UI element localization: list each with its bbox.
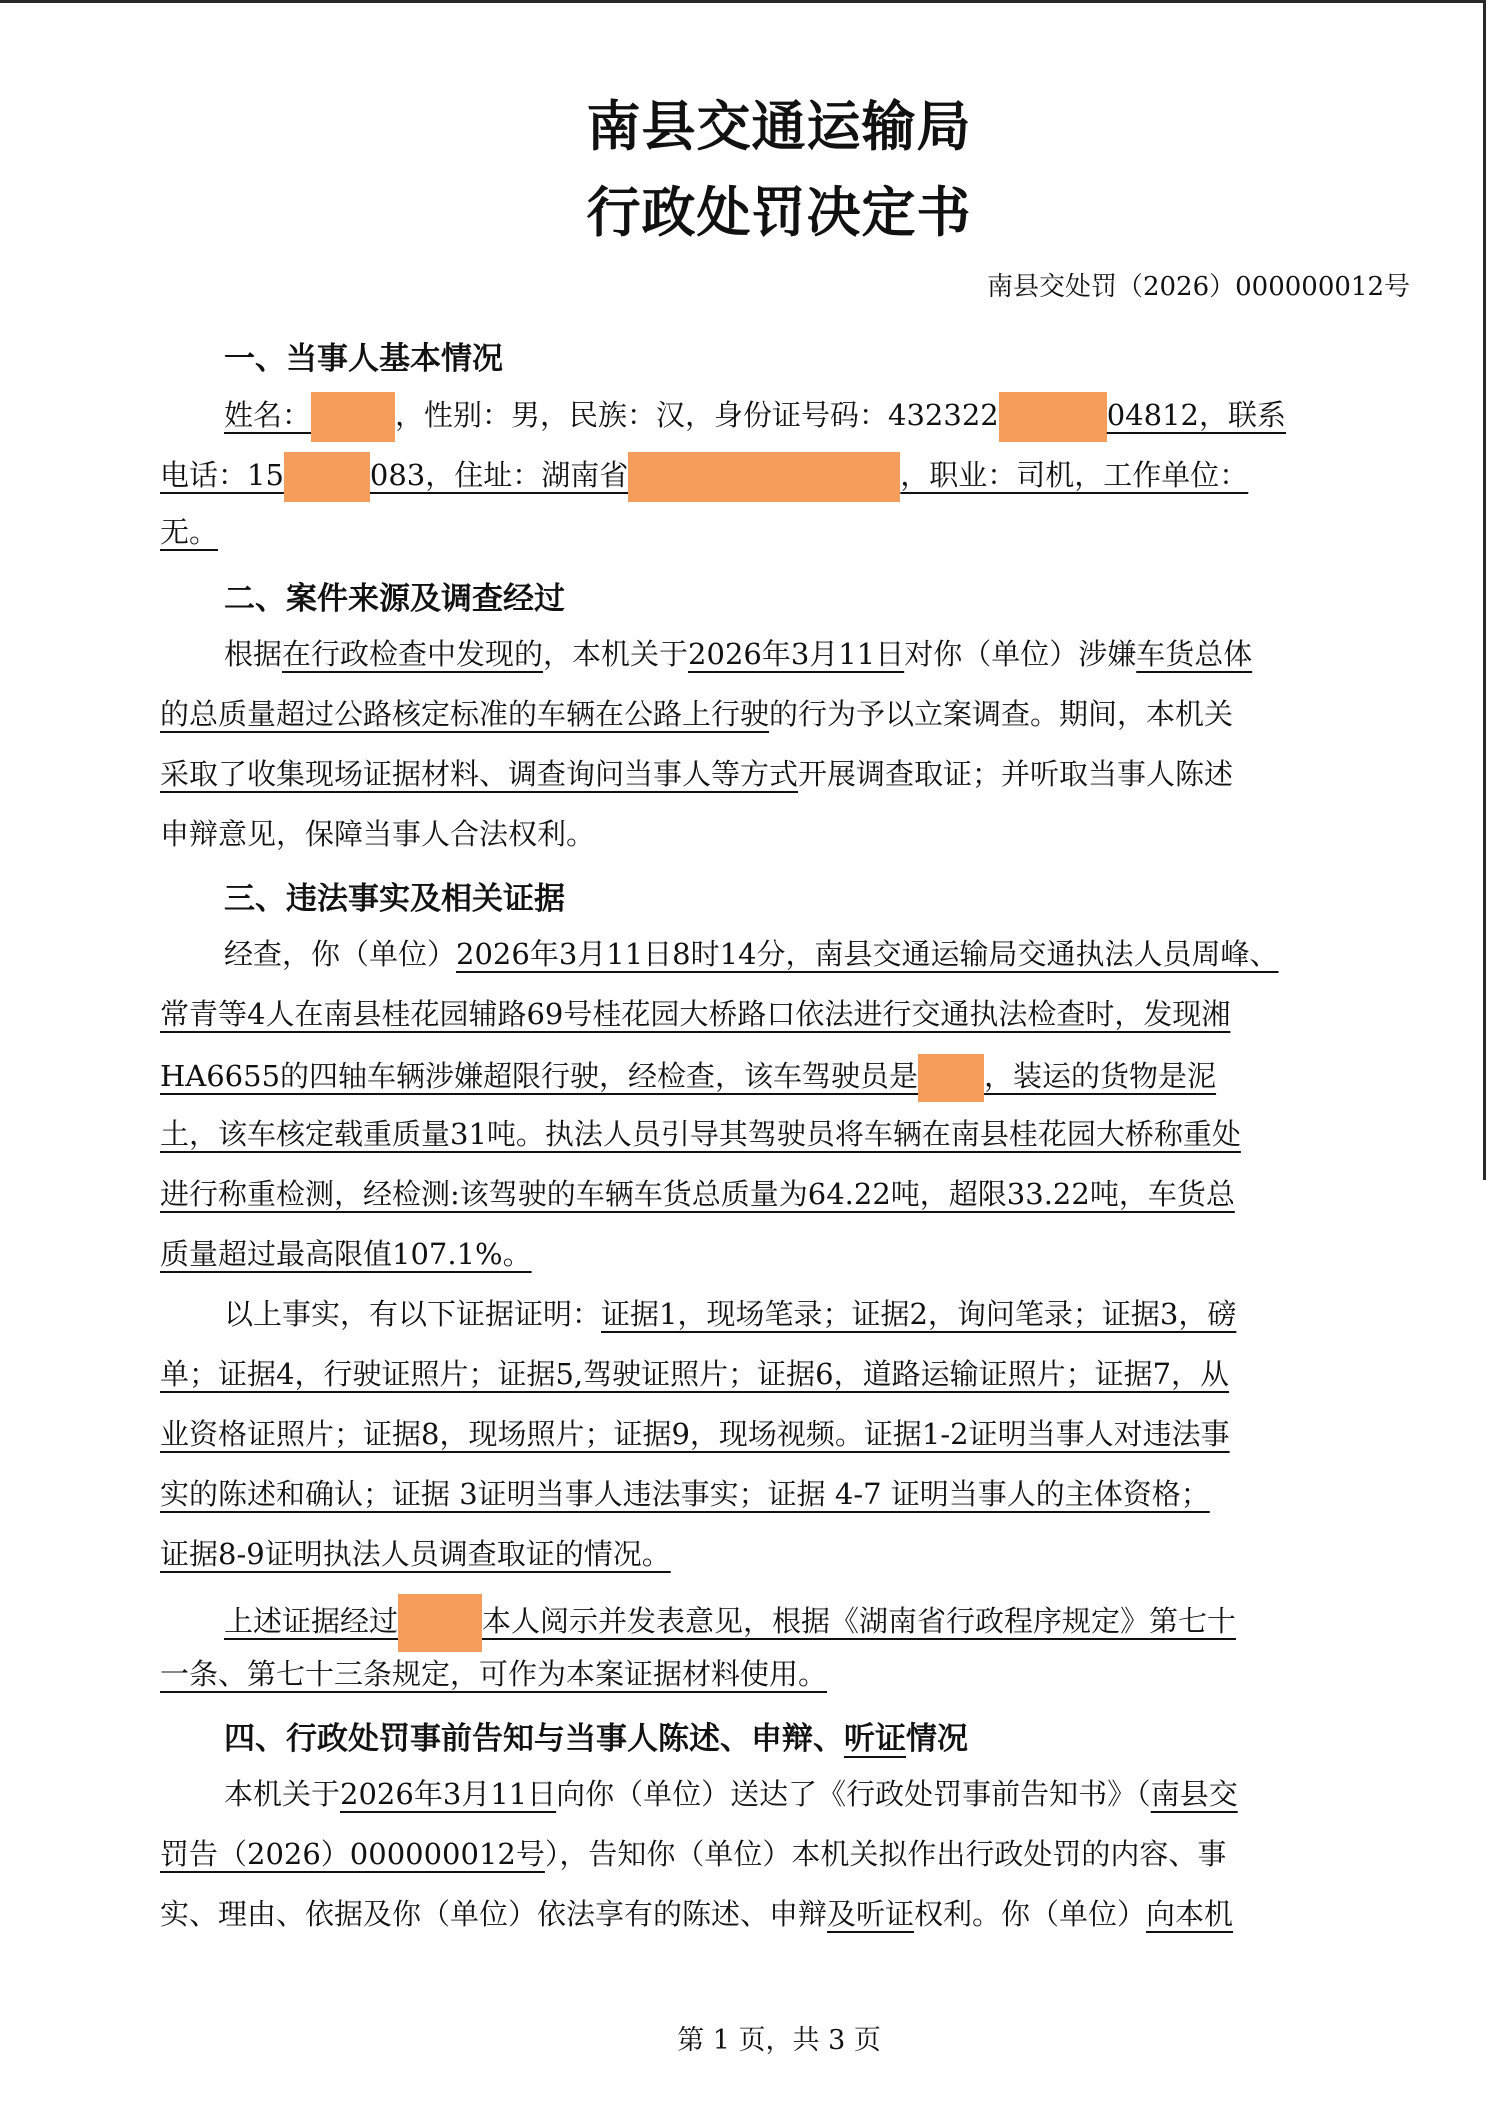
redaction-name	[311, 392, 395, 442]
page-footer: 第 1 页，共 3 页	[677, 2025, 881, 2056]
section3-heading: 三、违法事实及相关证据	[224, 881, 565, 917]
redaction-id-number	[999, 392, 1107, 442]
section4-line3: 实、理由、依据及你（单位）依法享有的陈述、申辩及听证权利。你（单位）向本机	[160, 1897, 1234, 1931]
section3-p3-line2: 一条、第七十三条规定，可作为本案证据材料使用。	[160, 1657, 828, 1691]
section3-p1-line4: 土，该车核定载重质量31吨。执法人员引导其驾驶员将车辆在南县桂花园大桥称重处	[160, 1117, 1241, 1151]
section1-heading: 一、当事人基本情况	[224, 341, 503, 377]
section1-line1: 姓名： ，性别：男，民族：汉，身份证号码：432322 04812，联系	[224, 392, 1286, 442]
section3-p2-line3: 业资格证照片；证据8，现场照片；证据9，现场视频。证据1-2证明当事人对违法事	[160, 1417, 1230, 1451]
section2-line2: 的总质量超过公路核定标准的车辆在公路上行驶的行为予以立案调查。期间，本机关	[160, 697, 1234, 731]
section4-heading: 四、行政处罚事前告知与当事人陈述、申辩、听证情况	[224, 1721, 968, 1757]
section2-line4: 申辩意见，保障当事人合法权利。	[160, 817, 596, 851]
section2-line3: 采取了收集现场证据材料、调查询问当事人等方式开展调查取证；并听取当事人陈述	[160, 757, 1234, 791]
title-document-type: 行政处罚决定书	[586, 181, 972, 244]
section3-p2-line4: 实的陈述和确认；证据 3证明当事人违法事实；证据 4-7 证明当事人的主体资格；	[160, 1477, 1210, 1511]
section3-p1-line3: HA6655的四轴车辆涉嫌超限行驶，经检查，该车驾驶员是 ，装运的货物是泥	[160, 1054, 1216, 1102]
section3-p3-line1: 上述证据经过 本人阅示并发表意见，根据《湖南省行政程序规定》第七十	[224, 1594, 1236, 1652]
section4-line1: 本机关于2026年3月11日向你（单位）送达了《行政处罚事前告知书》（南县交	[224, 1777, 1238, 1811]
document-number: 南县交处罚（2026）000000012号	[986, 272, 1410, 302]
redaction-driver-name	[918, 1054, 984, 1102]
section3-p2-line5: 证据8-9证明执法人员调查取证的情况。	[160, 1537, 671, 1571]
section3-p1-line1: 经查，你（单位）2026年3月11日8时14分，南县交通运输局交通执法人员周峰、	[224, 937, 1279, 971]
redaction-person	[398, 1594, 482, 1652]
redaction-phone	[284, 452, 370, 502]
section3-p1-line2: 常青等4人在南县桂花园辅路69号桂花园大桥路口依法进行交通执法检查时，发现湘	[160, 997, 1231, 1031]
scan-border-top	[0, 0, 1486, 3]
section1-line3: 无。	[160, 515, 219, 549]
section3-p1-line6: 质量超过最高限值107.1%。	[160, 1237, 532, 1271]
section3-p2-line2: 单；证据4，行驶证照片；证据5,驾驶证照片；证据6，道路运输证照片；证据7，从	[160, 1357, 1230, 1391]
section1-line2: 电话：15 083，住址：湖南省 ，职业：司机，工作单位：	[160, 452, 1248, 502]
section3-p2-line1: 以上事实，有以下证据证明：证据1，现场笔录；证据2，询问笔录；证据3，磅	[224, 1297, 1237, 1331]
section3-p1-line5: 进行称重检测，经检测:该驾驶的车辆车货总质量为64.22吨，超限33.22吨，车货总	[160, 1177, 1235, 1211]
section4-line2: 罚告（2026）000000012号），告知你（单位）本机关拟作出行政处罚的内容、事	[160, 1837, 1227, 1871]
redaction-address	[628, 452, 900, 502]
section2-heading: 二、案件来源及调查经过	[224, 581, 565, 617]
section2-line1: 根据在行政检查中发现的，本机关于2026年3月11日对你（单位）涉嫌车货总体	[224, 637, 1253, 671]
title-agency: 南县交通运输局	[586, 95, 972, 158]
